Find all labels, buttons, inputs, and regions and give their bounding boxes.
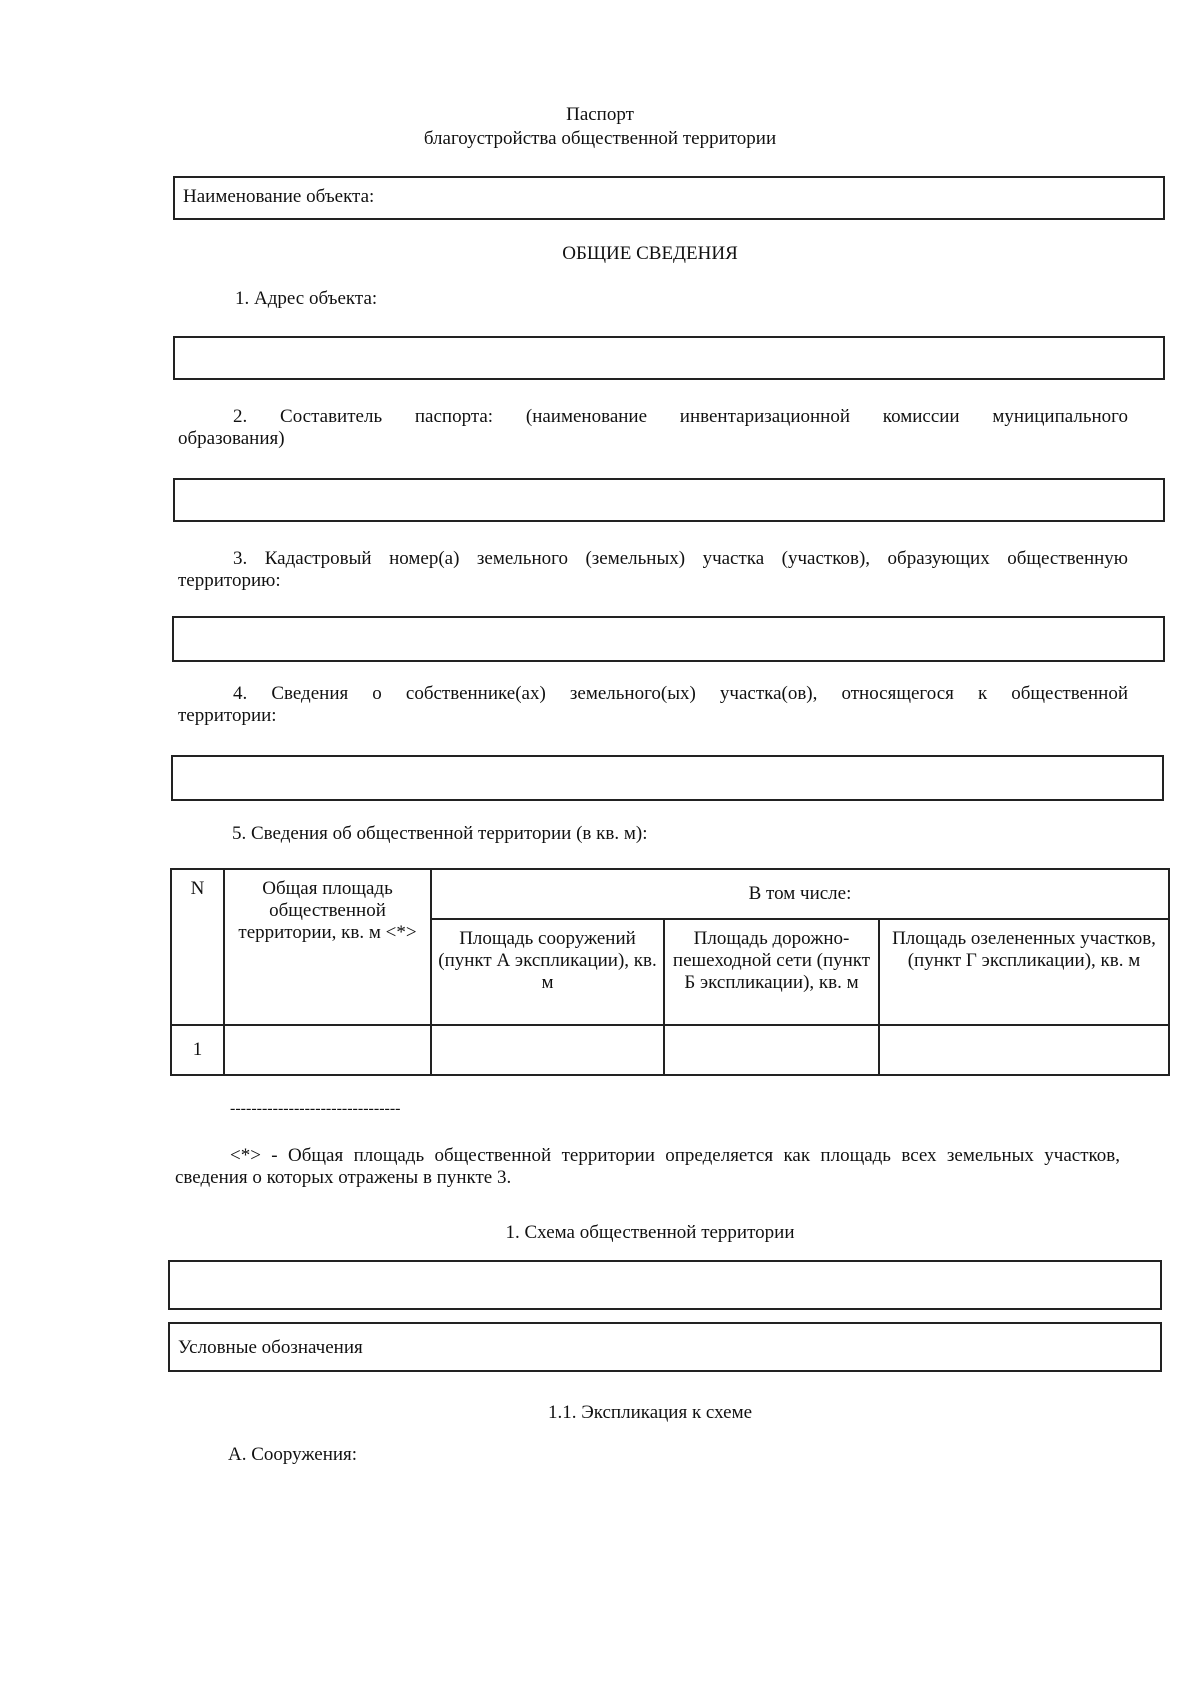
- legend-label: Условные обозначения: [178, 1337, 363, 1358]
- cadastral-line-1: 3. Кадастровый номер(а) земельного (земельных) участка (участков), образующих общественную: [233, 548, 1128, 569]
- scheme-box[interactable]: [168, 1260, 1162, 1310]
- footnote-line-1: <*> - Общая площадь общественной территории определяется как площадь всех земельных участков,: [230, 1145, 1120, 1166]
- table-row: [171, 1025, 1169, 1075]
- structures-label: А. Сооружения:: [228, 1444, 358, 1465]
- scheme-heading: 1. Схема общественной территории: [505, 1222, 795, 1243]
- compiler-line-2: образования): [178, 427, 285, 449]
- object-name-label: Наименование объекта:: [183, 186, 375, 207]
- document-title: Паспорт: [566, 104, 634, 125]
- compiler-line-1: 2. Составитель паспорта: (наименование инвентаризационной комиссии муниципального: [233, 406, 1128, 427]
- legend-box: [168, 1322, 1162, 1372]
- table-header-including: В том числе:: [431, 869, 1169, 919]
- cadastral-line-2: территорию:: [178, 569, 281, 591]
- address-label: 1. Адрес объекта:: [235, 288, 378, 309]
- table-header-total-area: Общая площадь общественной территории, кв. м <*>: [224, 869, 431, 1025]
- table-header-green-area: Площадь озелененных участков, (пункт Г экспликации), кв. м: [879, 919, 1169, 1025]
- object-name-box: [173, 176, 1165, 220]
- address-field[interactable]: [173, 336, 1165, 380]
- table-cell-green[interactable]: [879, 1025, 1169, 1075]
- table-header-roads-area: Площадь дорожно-пешеходной сети (пункт Б экспликации), кв. м: [664, 919, 879, 1025]
- cadastral-field[interactable]: [172, 616, 1165, 662]
- owner-field[interactable]: [171, 755, 1164, 801]
- table-header-structures-area: Площадь сооружений (пункт А экспликации), кв. м: [431, 919, 664, 1025]
- compiler-field[interactable]: [173, 478, 1165, 522]
- explication-heading: 1.1. Экспликация к схеме: [547, 1402, 753, 1423]
- area-info-label: 5. Сведения об общественной территории (в кв. м):: [232, 823, 648, 844]
- owner-line-2: территории:: [178, 704, 277, 726]
- area-table: [170, 868, 1170, 1076]
- table-cell-n: 1: [171, 1025, 224, 1075]
- table-cell-roads[interactable]: [664, 1025, 879, 1075]
- table-cell-structures[interactable]: [431, 1025, 664, 1075]
- cadastral-paragraph: [178, 548, 1128, 592]
- footnote-separator: --------------------------------: [230, 1100, 401, 1117]
- footnote-line-2: сведения о которых отражены в пункте 3.: [175, 1166, 512, 1188]
- table-header-n: N: [171, 869, 224, 1025]
- document-subtitle: благоустройства общественной территории: [423, 128, 777, 149]
- footnote-paragraph: [175, 1145, 1120, 1189]
- general-info-heading: ОБЩИЕ СВЕДЕНИЯ: [562, 243, 738, 264]
- owner-line-1: 4. Сведения о собственнике(ах) земельного(ых) участка(ов), относящегося к общественной: [233, 683, 1128, 704]
- owner-paragraph: [178, 683, 1128, 727]
- compiler-paragraph: [178, 406, 1128, 450]
- table-cell-total[interactable]: [224, 1025, 431, 1075]
